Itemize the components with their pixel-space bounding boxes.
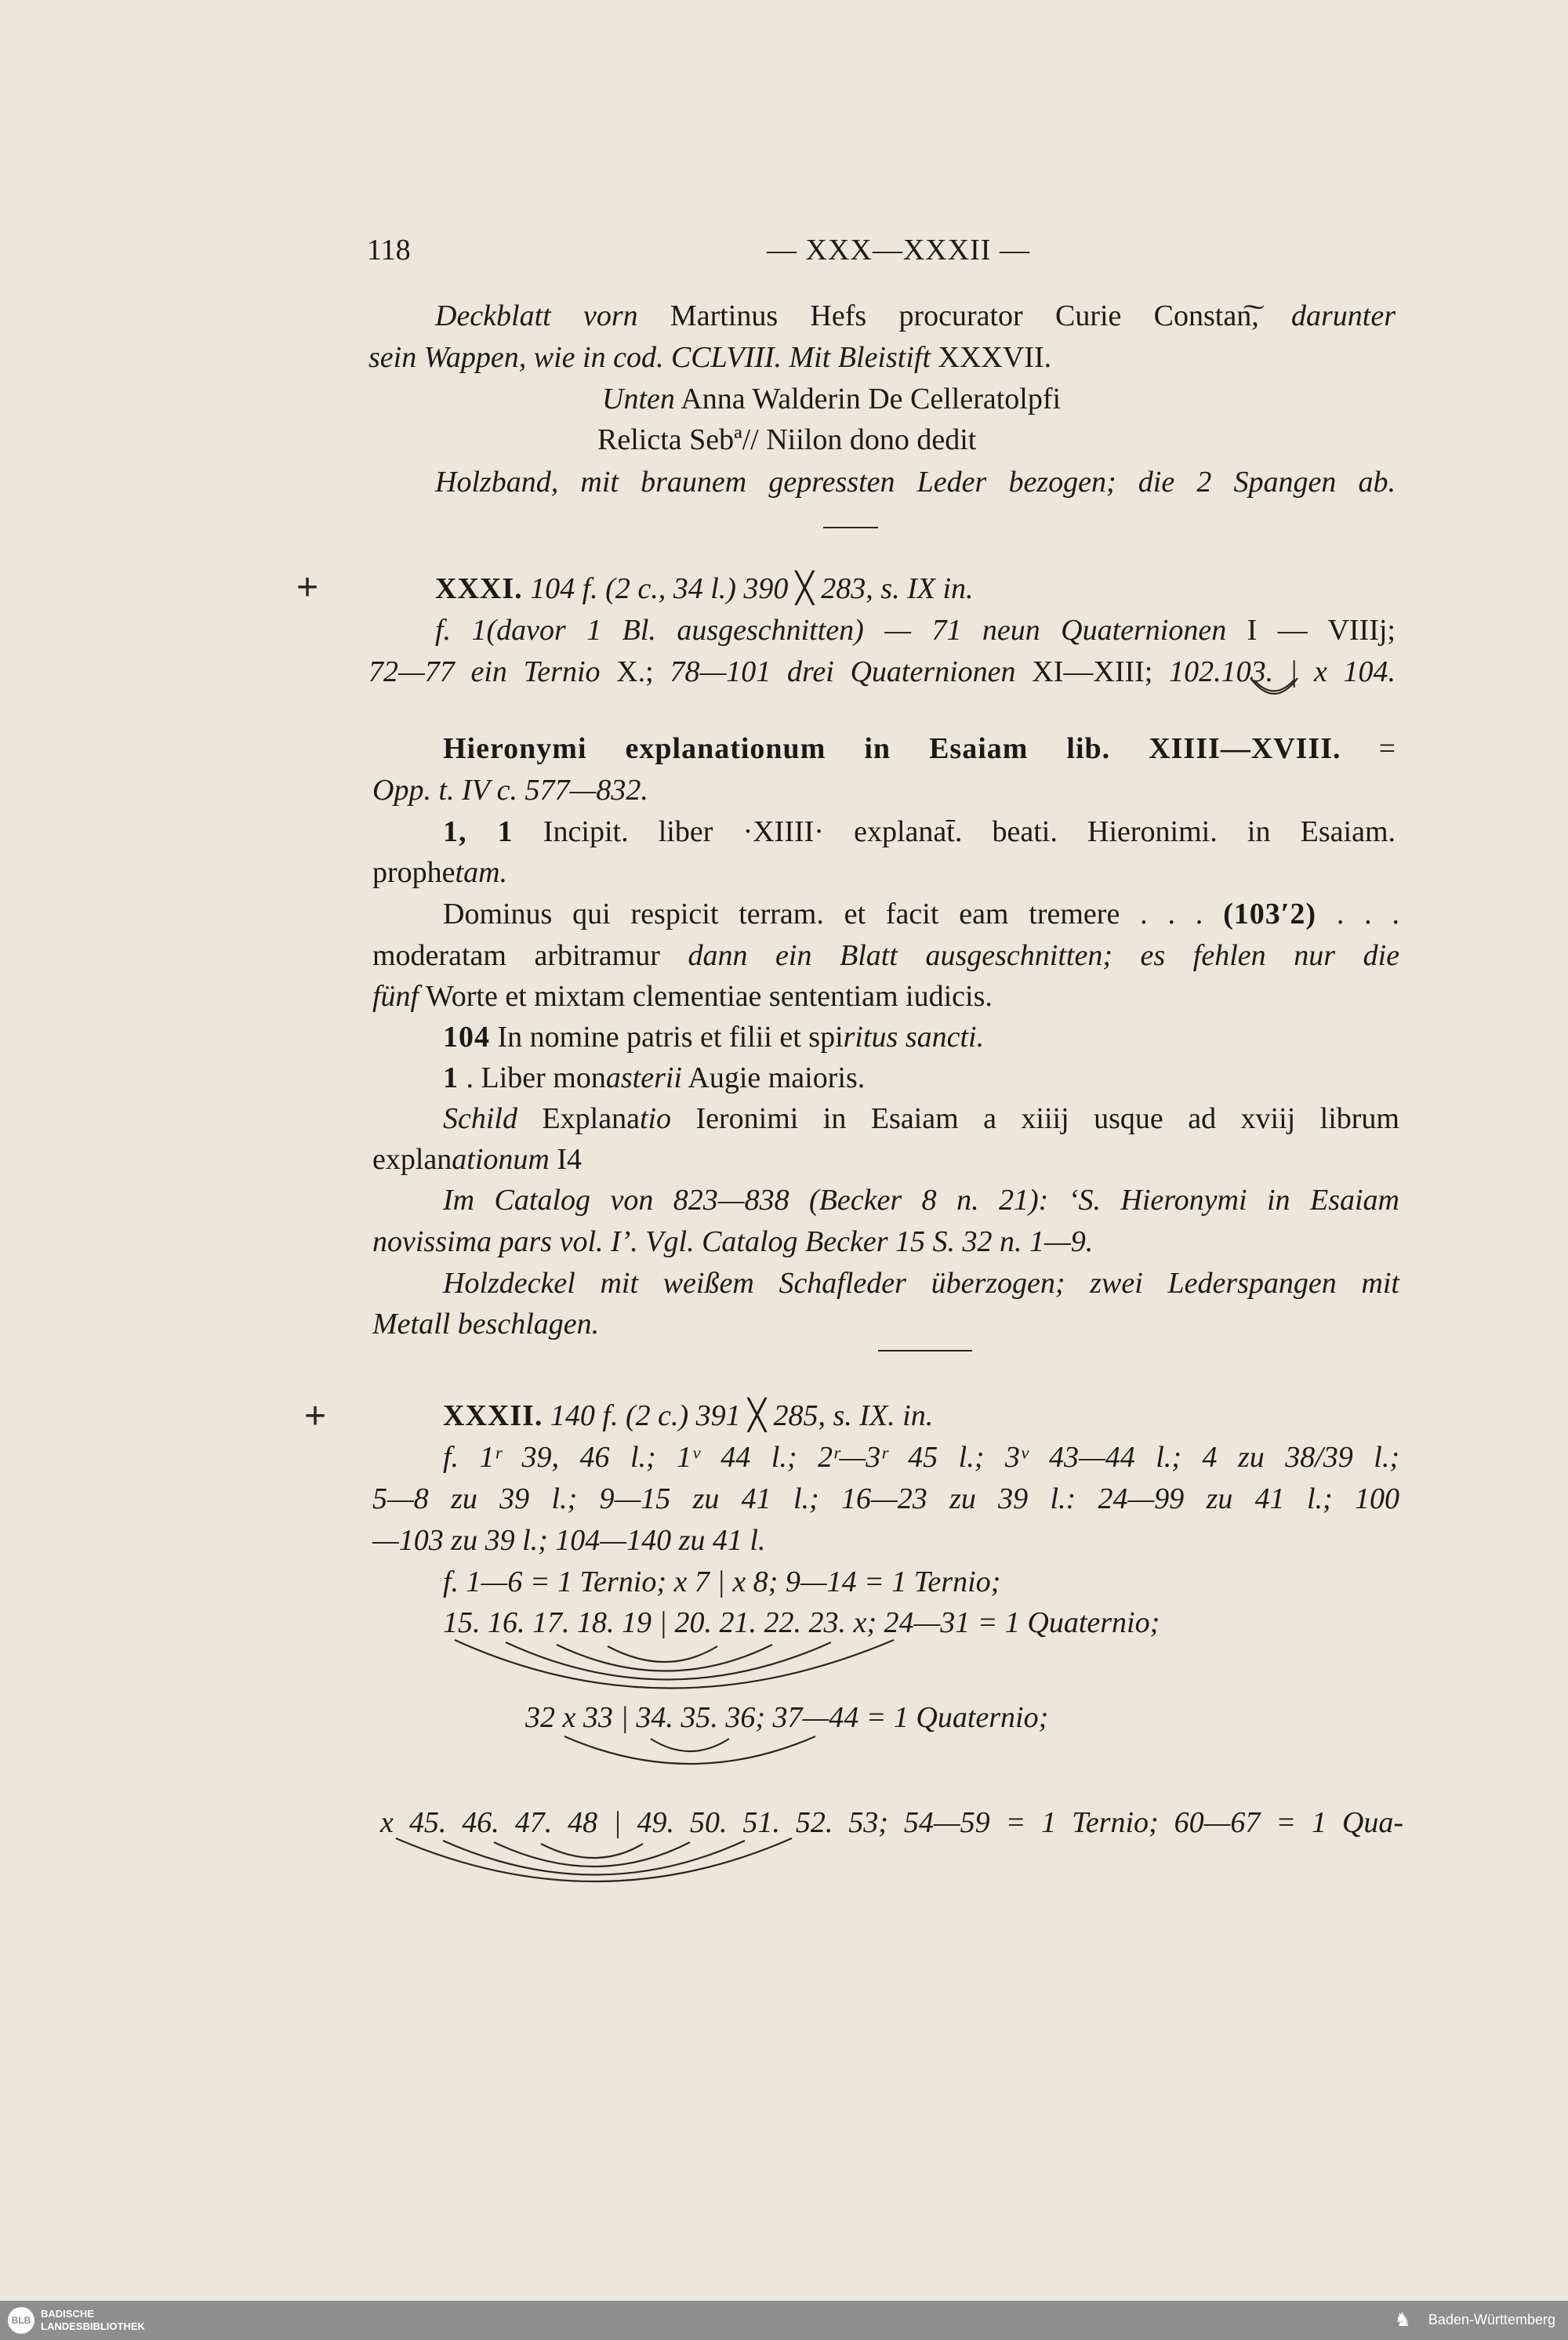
footer-bar bbox=[0, 2301, 1568, 2340]
text-line: f. 1(davor 1 Bl. ausgeschnitten) — 71 neun Quaternionen I — VIIIj; bbox=[435, 614, 1396, 647]
quire-arc bbox=[608, 1646, 717, 1662]
text-line: 1, 1 Incipit. liber ·XIIII· explanat̄. beati. Hieronimi. in Esaiam. bbox=[443, 815, 1396, 848]
quire-arc bbox=[506, 1642, 831, 1680]
section-divider bbox=[823, 527, 878, 528]
text-line: Deckblatt vorn Martinus Hefs procurator Curie Constan͠, darunter bbox=[435, 299, 1396, 332]
work-title: Hieronymi explanationum in Esaiam lib. XIIII—XVIII. = bbox=[443, 732, 1396, 765]
text-line: Holzdeckel mit weißem Schafleder überzogen; zwei Lederspangen mit bbox=[443, 1267, 1399, 1300]
text-line: prophetam. bbox=[372, 856, 508, 889]
page-number: 118 bbox=[367, 234, 411, 267]
quire-arc bbox=[651, 1739, 729, 1751]
text-line: novissima pars vol. I’. Vgl. Catalog Becker 15 S. 32 n. 1—9. bbox=[372, 1225, 1094, 1258]
manuscript-heading: XXXII. 140 f. (2 c.) 391 ╳ 285, s. IX. in. bbox=[443, 1399, 934, 1432]
text-line: Schild Explanatio Ieronimi in Esaiam a xiiij usque ad xviij librum bbox=[443, 1102, 1399, 1135]
partner-name[interactable]: Baden-Württemberg bbox=[1428, 2312, 1555, 2327]
quire-arc bbox=[455, 1640, 894, 1689]
text-line: 32 x 33 | 34. 35. 36; 37—44 = 1 Quaternio; bbox=[525, 1701, 1049, 1734]
text-line: f. 1ʳ 39, 46 l.; 1ᵛ 44 l.; 2ʳ—3ʳ 45 l.; 3ᵛ 43—44 l.; 4 zu 38/39 l.; bbox=[443, 1441, 1399, 1474]
text-line: 104 In nomine patris et filii et spiritus sancti. bbox=[443, 1021, 985, 1054]
quire-arc bbox=[564, 1736, 815, 1764]
text-line: x 45. 46. 47. 48 | 49. 50. 51. 52. 53; 54—59 = 1 Ternio; 60—67 = 1 Qua- bbox=[380, 1806, 1403, 1839]
text-line: 72—77 ein Ternio X.; 78—101 drei Quaternionen XI—XIII; 102.103. | x 104. bbox=[368, 655, 1396, 688]
section-divider bbox=[878, 1350, 972, 1351]
plus-marker: + bbox=[304, 1395, 327, 1437]
text-line: 15. 16. 17. 18. 19 | 20. 21. 22. 23. x; 24—31 = 1 Quaternio; bbox=[443, 1606, 1160, 1639]
plus-marker: + bbox=[296, 567, 319, 608]
quire-arc bbox=[541, 1844, 643, 1858]
text-line: 5—8 zu 39 l.; 9—15 zu 41 l.; 16—23 zu 39 l.: 24—99 zu 41 l.; 100 bbox=[372, 1482, 1399, 1515]
state-crest-icon: ♞ bbox=[1394, 2309, 1411, 2331]
text-line: Opp. t. IV c. 577—832. bbox=[372, 774, 648, 807]
library-name: BADISCHE LANDESBIBLIOTHEK bbox=[41, 2308, 145, 2332]
text-line: Relicta Sebª// Niilon dono dedit bbox=[597, 423, 977, 456]
running-head: — XXX—XXXII — bbox=[767, 234, 1030, 267]
text-line: Dominus qui respicit terram. et facit eam tremere . . . (103′2) . . . bbox=[443, 898, 1399, 931]
quire-arc bbox=[396, 1838, 792, 1881]
quire-arc bbox=[494, 1842, 690, 1867]
library-logo[interactable]: BLB bbox=[8, 2307, 34, 2334]
text-line: —103 zu 39 l.; 104—140 zu 41 l. bbox=[372, 1524, 766, 1557]
text-line: Unten Anna Walderin De Celleratolpfi bbox=[602, 383, 1062, 415]
text-line: moderatam arbitramur dann ein Blatt ausgeschnitten; es fehlen nur die bbox=[372, 939, 1400, 972]
text-line: f. 1—6 = 1 Ternio; x 7 | x 8; 9—14 = 1 Ternio; bbox=[443, 1565, 1001, 1598]
manuscript-heading: XXXI. 104 f. (2 c., 34 l.) 390 ╳ 283, s. IX in. bbox=[435, 572, 974, 605]
text-line: 1 . Liber monasterii Augie maioris. bbox=[443, 1061, 866, 1094]
text-line: sein Wappen, wie in cod. CCLVIII. Mit Bleistift XXXVII. bbox=[368, 341, 1052, 374]
text-line: Im Catalog von 823—838 (Becker 8 n. 21): ‘S. Hieronymi in Esaiam bbox=[443, 1184, 1399, 1217]
quire-arc bbox=[443, 1841, 745, 1875]
quire-arc bbox=[557, 1645, 772, 1671]
text-line: Holzband, mit braunem gepressten Leder bezogen; die 2 Spangen ab. bbox=[435, 466, 1396, 499]
text-line: explanationum I4 bbox=[372, 1143, 583, 1176]
text-line: Metall beschlagen. bbox=[372, 1308, 600, 1341]
text-line: fünf Worte et mixtam clementiae sententiam iudicis. bbox=[372, 980, 993, 1013]
